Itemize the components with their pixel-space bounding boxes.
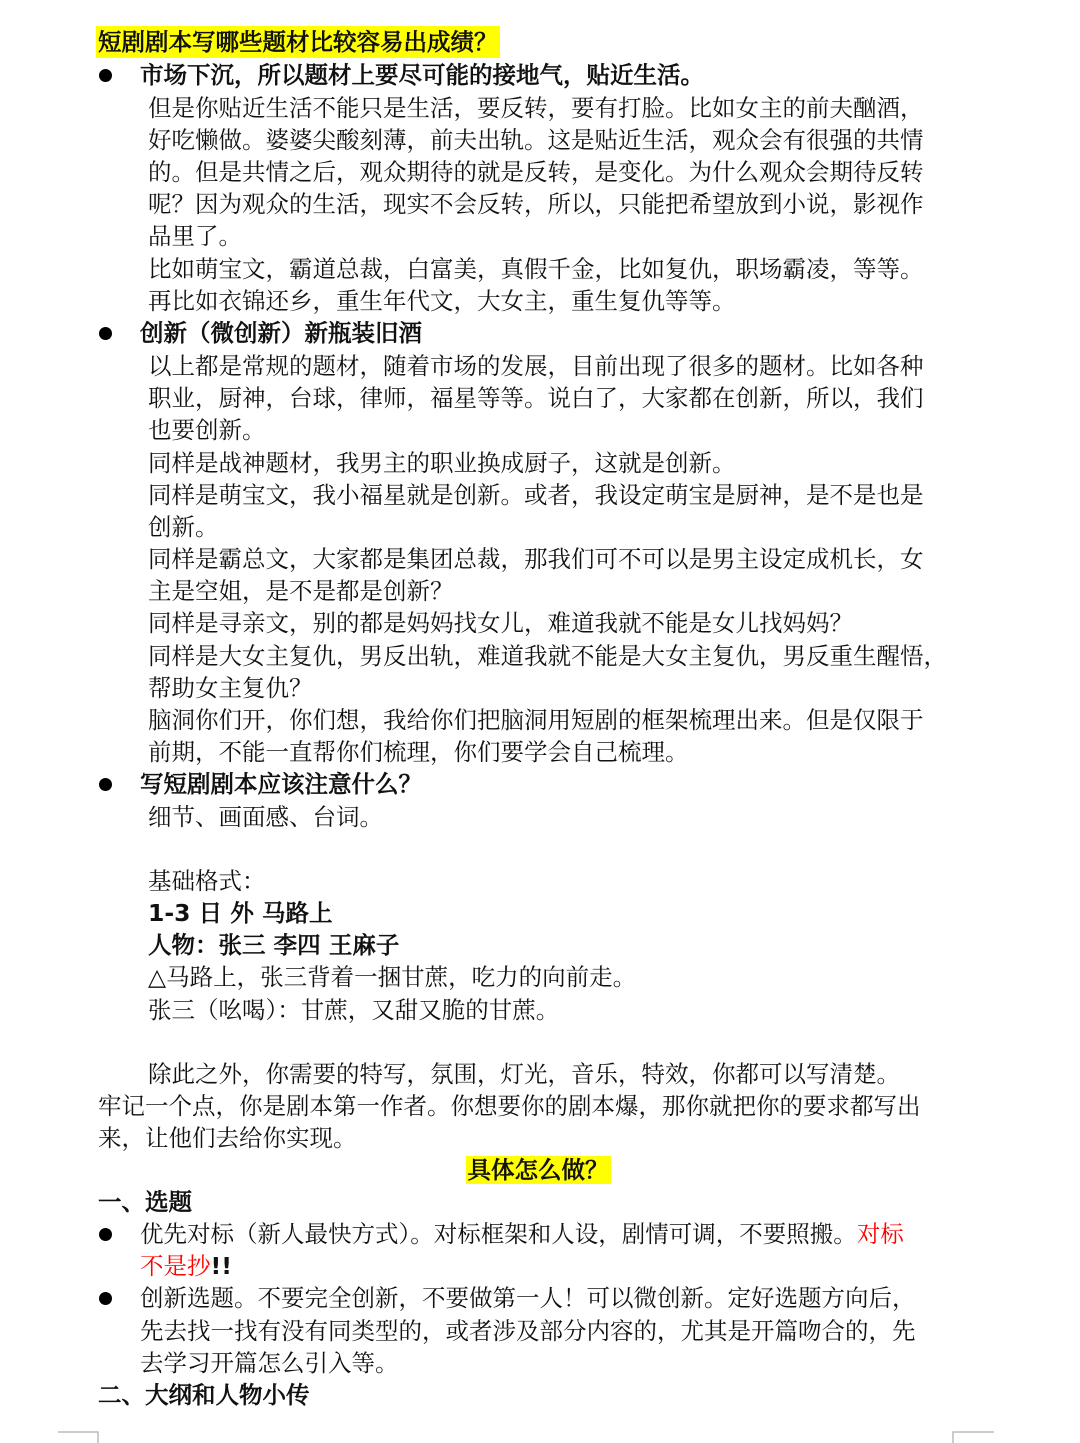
document-title [0,26,1080,58]
paragraph-line: 除此之外，你需要的特写，氛围，灯光，音乐，特效，你都可以写清楚。 [148,1060,900,1088]
red-emphasis: 对标 [856,1220,904,1248]
page-corner-mark-right [952,1424,994,1443]
bullet-icon [99,1292,112,1305]
how-to-title [0,1154,1080,1186]
format-dialogue: 张三（吆喝）：甘蔗，又甜又脆的甘蔗。 [148,996,560,1024]
paragraph-line: 细节、画面感、台词。 [148,803,383,831]
bullet-icon [99,1228,112,1241]
paragraph-line: 职业，厨神，台球，律师，福星等等。说白了，大家都在创新，所以，我们 [148,384,924,412]
paragraph-line: 呢？因为观众的生活，现实不会反转，所以，只能把希望放到小说，影视作 [148,190,924,218]
bullet-icon [99,778,112,791]
paragraph-line: 前期，不能一直帮你们梳理，你们要学会自己梳理。 [148,738,689,766]
paragraph-line: 好吃懒做。婆婆尖酸刻薄，前夫出轨。这是贴近生活，观众会有很强的共情 [148,126,924,154]
format-label: 基础格式： [148,867,266,895]
paragraph-line: 创新。 [148,513,219,541]
paragraph-line: 的。但是共情之后，观众期待的就是反转，是变化。为什么观众会期待反转 [148,158,924,186]
bullet-benchmark: 优先对标（新人最快方式）。对标框架和人设，剧情可调，不要照搬。对标 [0,1218,1080,1250]
paragraph-line: 同样是战神题材，我男主的职业换成厨子，这就是创新。 [148,449,736,477]
paragraph-line: 主是空姐，是不是都是创新？ [148,577,454,605]
paragraph-line: 但是你贴近生活不能只是生活，要反转，要有打脸。比如女主的前夫酗酒， [148,94,924,122]
bullet-icon [99,327,112,340]
format-action: △马路上，张三背着一捆甘蔗，吃力的向前走。 [148,963,637,991]
paragraph-line: 同样是霸总文，大家都是集团总裁，那我们可不可以是男主设定成机长，女 [148,545,924,573]
bullet-benchmark-continued: 不是抄!! [140,1252,232,1280]
paragraph-line: 先去找一找有没有同类型的，或者涉及部分内容的，尤其是开篇吻合的，先 [140,1317,916,1345]
paragraph-line: 去学习开篇怎么引入等。 [140,1349,399,1377]
paragraph-line: 以上都是常规的题材，随着市场的发展，目前出现了很多的题材。比如各种 [148,352,924,380]
paragraph-line: 同样是寻亲文，别的都是妈妈找女儿，难道我就不能是女儿找妈妈？ [148,609,853,637]
bullet-innovation: 创新选题。不要完全创新，不要做第一人！可以微创新。定好选题方向后， [0,1282,1080,1314]
paragraph-line: 品里了。 [148,222,242,250]
part-heading-topic: 一、选题 [98,1188,192,1216]
part-heading-outline: 二、大纲和人物小传 [98,1381,310,1409]
format-cast: 人物：张三 李四 王麻子 [148,931,400,959]
bullet-icon [99,69,112,82]
paragraph-line: 同样是萌宝文，我小福星就是创新。或者，我设定萌宝是厨神，是不是也是 [148,481,924,509]
how-to-highlight: 具体怎么做？ [467,1156,609,1184]
page-corner-mark-left [58,1424,100,1443]
paragraph-line: 也要创新。 [148,416,266,444]
paragraph-line: 帮助女主复仇？ [148,674,313,702]
section-heading-innovation: 创新（微创新）新瓶装旧酒 [0,317,1080,349]
format-scene: 1-3 日 外 马路上 [148,899,333,927]
paragraph-line: 牢记一个点，你是剧本第一作者。你想要你的剧本爆，那你就把你的要求都写出 [98,1092,921,1120]
title-highlight: 短剧剧本写哪些题材比较容易出成绩？ [98,28,498,56]
paragraph-line: 来，让他们去给你实现。 [98,1124,357,1152]
paragraph-line: 再比如衣锦还乡，重生年代文，大女主，重生复仇等等。 [148,287,736,315]
paragraph-line: 脑洞你们开，你们想，我给你们把脑洞用短剧的框架梳理出来。但是仅限于 [148,706,924,734]
paragraph-line: 比如萌宝文，霸道总裁，白富美，真假千金，比如复仇，职场霸凌，等等。 [148,255,924,283]
section-heading-market: 市场下沉，所以题材上要尽可能的接地气，贴近生活。 [0,59,1080,91]
red-emphasis: 不是抄 [140,1252,211,1280]
paragraph-line: 同样是大女主复仇，男反出轨，难道我就不能是大女主复仇，男反重生醒悟， [148,642,947,670]
section-heading-notes: 写短剧剧本应该注意什么？ [0,768,1080,800]
